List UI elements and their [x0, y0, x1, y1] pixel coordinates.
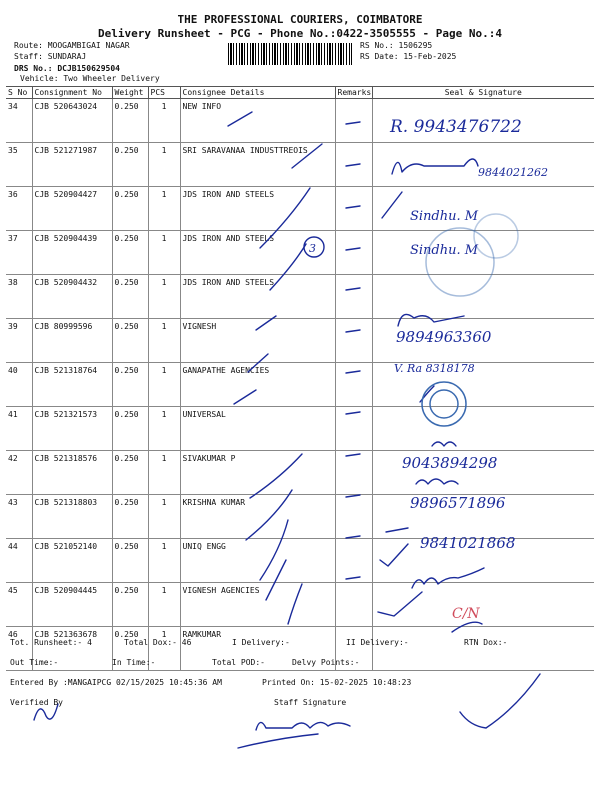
weight-cell: 0.250: [112, 187, 148, 231]
consignee-cell: SRI SARAVANAA INDUSTTREOIS: [180, 143, 335, 187]
pcs-cell: 1: [148, 275, 180, 319]
pcs-cell: 1: [148, 231, 180, 275]
pcs-cell: 1: [148, 187, 180, 231]
rs-date: RS Date: 15-Feb-2025: [360, 52, 457, 61]
total-pod: Total POD:-: [212, 658, 265, 667]
col-signature: Seal & Signature: [372, 87, 594, 99]
vehicle-label: Vehicle: Two Wheeler Delivery: [20, 74, 160, 83]
consignment-cell: CJB 521052140: [32, 539, 112, 583]
consignee-cell: JDS IRON AND STEELS: [180, 231, 335, 275]
weight-cell: 0.250: [112, 495, 148, 539]
pcs-cell: 1: [148, 407, 180, 451]
staff-signature-scribble: [256, 722, 350, 730]
pcs-cell: 1: [148, 99, 180, 143]
sno-cell: 39: [6, 319, 32, 363]
pcs-cell: 1: [148, 451, 180, 495]
weight-cell: 0.250: [112, 407, 148, 451]
signature-43: 9896571896: [410, 494, 506, 512]
sno-cell: 43: [6, 495, 32, 539]
signature-42: 9043894298: [402, 454, 498, 472]
pcs-cell: 1: [148, 627, 180, 671]
i-delivery: I Delivery:-: [232, 638, 290, 647]
signature-43-stroke: [416, 479, 458, 484]
signature-40: V. Ra 8318178: [394, 362, 475, 375]
weight-cell: 0.250: [112, 451, 148, 495]
consignment-cell: CJB 521363678: [32, 627, 112, 671]
weight-cell: 0.250: [112, 363, 148, 407]
weight-cell: 0.250: [112, 583, 148, 627]
ii-delivery: II Delivery:-: [346, 638, 409, 647]
weight-cell: 0.250: [112, 627, 148, 671]
remark-dash-marks: [346, 122, 360, 579]
consignment-cell: CJB 521318803: [32, 495, 112, 539]
consignee-cell: UNIVERSAL: [180, 407, 335, 451]
tot-runsheet: Tot. Runsheet:- 4: [10, 638, 92, 647]
svg-text:3: 3: [309, 242, 316, 255]
signature-35-stroke: [392, 159, 478, 174]
staff-signature-label: Staff Signature: [274, 698, 347, 707]
col-consignee: Consignee Details: [180, 87, 335, 99]
weight-cell: 0.250: [112, 319, 148, 363]
consignment-cell: CJB 520904427: [32, 187, 112, 231]
weight-cell: 0.250: [112, 99, 148, 143]
signature-39: 9894963360: [396, 328, 492, 346]
consignee-cell: VIGNESH AGENCIES: [180, 583, 335, 627]
signature-35: 9844021262: [478, 166, 548, 179]
signature-34: R. 9943476722: [390, 117, 522, 137]
consignee-cell: JDS IRON AND STEELS: [180, 275, 335, 319]
delvy-points: Delvy Points:-: [292, 658, 360, 667]
rtn-tick-mark: [452, 622, 482, 632]
consignment-cell: CJB 520643024: [32, 99, 112, 143]
col-weight: Weight: [112, 87, 148, 99]
signature-45-stroke: [412, 568, 484, 588]
signature-42-stroke: [432, 442, 456, 446]
consignment-cell: CJB 520904439: [32, 231, 112, 275]
company-title: THE PROFESSIONAL COURIERS, COIMBATORE: [177, 13, 423, 26]
consignee-cell: UNIQ ENGG: [180, 539, 335, 583]
col-remarks: Remarks: [335, 87, 372, 99]
entered-by: Entered By :MANGAIPCG 02/15/2025 10:45:36 AM: [10, 678, 222, 687]
weight-cell: 0.250: [112, 539, 148, 583]
pcs-cell: 1: [148, 583, 180, 627]
out-time: Out Time:-: [10, 658, 59, 667]
pcs-cell: 1: [148, 143, 180, 187]
col-sno: S No: [6, 87, 32, 99]
weight-cell: 0.250: [112, 143, 148, 187]
weight-cell: 0.250: [112, 231, 148, 275]
sno-cell: 36: [6, 187, 32, 231]
consignee-cell: GANAPATHE AGENCIES: [180, 363, 335, 407]
sno-cell: 46: [6, 627, 32, 671]
runsheet-title: Delivery Runsheet - PCG - Phone No.:0422-3505555 - Page No.:4: [98, 27, 502, 40]
sno-cell: 40: [6, 363, 32, 407]
pcs-cell: 1: [148, 539, 180, 583]
circled-three-mark: [304, 237, 324, 257]
consignee-cell: NEW INFO: [180, 99, 335, 143]
sno-cell: 41: [6, 407, 32, 451]
consignee-cell: RAMKUMAR: [180, 627, 335, 671]
signature-46: C/N: [452, 606, 480, 622]
sno-cell: 44: [6, 539, 32, 583]
consignment-cell: CJB 520904432: [32, 275, 112, 319]
weight-cell: 0.250: [112, 275, 148, 319]
consignment-cell: CJB 520904445: [32, 583, 112, 627]
signature-36: Sindhu. M: [410, 209, 479, 224]
sno-cell: 38: [6, 275, 32, 319]
verified-by: Verified By: [10, 698, 63, 707]
sno-cell: 45: [6, 583, 32, 627]
consignment-cell: CJB 521318576: [32, 451, 112, 495]
consignment-cell: CJB 521318764: [32, 363, 112, 407]
consignee-cell: VIGNESH: [180, 319, 335, 363]
in-time: In Time:-: [112, 658, 156, 667]
sno-cell: 35: [6, 143, 32, 187]
sno-cell: 42: [6, 451, 32, 495]
signature-37: Sindhu. M: [410, 243, 479, 258]
staff-signature-underline: [238, 734, 318, 748]
total-dox: Total Dox:- 46: [124, 638, 192, 647]
consignment-cell: CJB 521321573: [32, 407, 112, 451]
pcs-cell: 1: [148, 363, 180, 407]
consignee-cell: SIVAKUMAR P: [180, 451, 335, 495]
sno-cell: 37: [6, 231, 32, 275]
signature-44: 9841021868: [420, 534, 516, 552]
verified-tick-mark: [460, 674, 540, 728]
staff-label: Staff: SUNDARAJ: [14, 52, 87, 61]
route-label: Route: MOOGAMBIGAI NAGAR: [14, 41, 130, 50]
signature-44-stroke: [386, 528, 408, 532]
drs-number: DRS No.: DCJB150629504: [14, 64, 120, 73]
rs-number: RS No.: 1506295: [360, 41, 433, 50]
pcs-cell: 1: [148, 319, 180, 363]
rtn-dox: RTN Dox:-: [464, 638, 508, 647]
printed-on: Printed On: 15-02-2025 10:48:23: [262, 678, 412, 687]
signature-39-stroke: [398, 314, 464, 326]
consignee-cell: KRISHNA KUMAR: [180, 495, 335, 539]
consignment-cell: CJB 521271987: [32, 143, 112, 187]
pcs-cell: 1: [148, 495, 180, 539]
consignment-cell: CJB 80999596: [32, 319, 112, 363]
consignee-cell: JDS IRON AND STEELS: [180, 187, 335, 231]
sno-cell: 34: [6, 99, 32, 143]
col-pcs: PCS: [148, 87, 180, 99]
col-consignment: Consignment No: [32, 87, 112, 99]
